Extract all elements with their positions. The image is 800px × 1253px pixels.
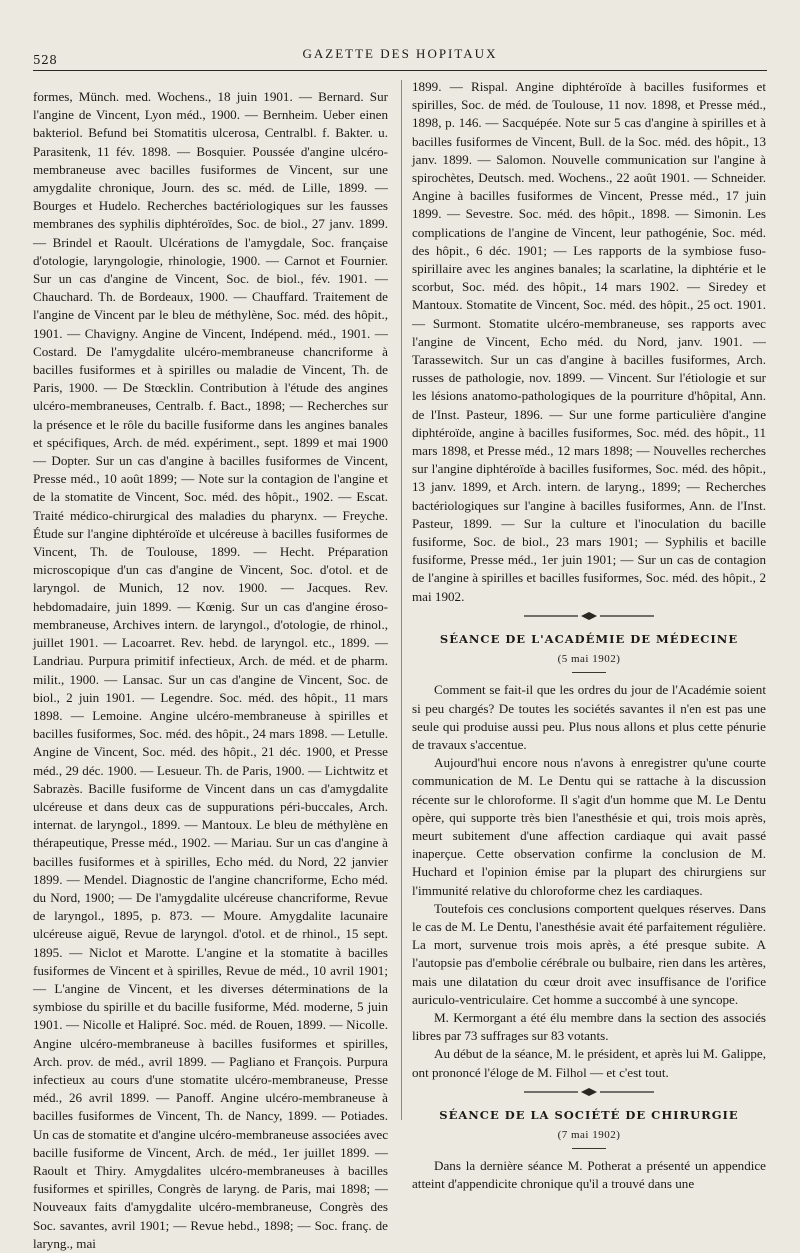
academie-paragraph: Toutefois ces conclusions comportent quelques réserves. Dans le cas de M. Le Dentu, l'anesthésie avait été parfaitement régulière. La mort, survenue trois mois après, a été presque subite. A l'autopsie pas d'embolie cérébrale ou bulbaire, rien dans les artères, mais une dilatation du cœur droit avec insuffisance de l'orifice auriculo-ventriculaire. Cet homme a succombé à une syncope. — [412, 900, 766, 1007]
bibliography-text-continued: 1899. — Rispal. Angine diphtéroïde à bacilles fusiformes et spirilles, Soc. de méd. de Toulouse, 11 nov. 1898, et Presse méd., 1898, p. 146. — Sacquépée. Note sur 5 cas d'angine à spirilles et à bacilles fusiformes de Vincent, Bull. de la Soc. méd. des hôpit., 13 janv. 1899. — Salomon. Nouvelle communication sur l'angine à spirochètes, Deutsch. med. Wochens., 22 août 1901. — Schneider. Angine à bacilles fusiformes de Vincent, Presse méd., 17 juin 1899. — Sevestre. Soc. méd. des hôpit., 1898. — Simonin. Les complications de l'angine de Vincent, leur pathogénie, Soc. méd. des hôpit., 6 déc. 1901; — Les rapports de la symbiose fuso-spirillaire avec les angines banales; la scarlatine, la diphtérie et le scorbut, Soc. méd. des hôpit., 14 mars 1902. — Siredey et Mantoux. Stomatite de Vincent, Soc. méd. des hôpit., 25 oct. 1901. — Surmont. Stomatite ulcéro-membraneuse, ses rapports avec l'angine de Vincent, Echo méd. du Nord, janv. 1901. — Tarassewitch. Sur un cas d'angine à bacilles fusiformes, Arch. russes de pathologie, nov. 1899. — Vincent. Sur l'étiologie et sur les lésions anatomo-pathologiques de la pourriture d'hôpital, Ann. de l'Inst. Pasteur, 1896. — Sur une forme particulière d'angine diphtéroïde, angine à bacilles fusiformes, Soc. méd. des hôpit., 11 mars 1898, et Presse méd., 12 mars 1898; — Nouvelles recherches sur l'angine diphtéroïde à bacilles fusiformes, Soc. méd. des hôpit., 13 janv. 1899, et Arch. intern. de laryng., 1899; — Recherches bactériologiques sur l'angine à bacilles fusiformes, Ann. de l'Inst. Pasteur, 1899. — Sur la culture et l'inoculation du bacille fusiforme, Soc. de biol., 23 mars 1901; — Syphilis et bacille fusiforme, Presse méd., 1er juin 1901; — Sur un cas de contagion de l'angine à spirilles et bacilles fusiformes, Soc. méd. des hôpit., 2 mai 1902. — [412, 79, 766, 604]
academie-paragraph: Au début de la séance, M. le président, et après lui M. Galippe, ont prononcé l'éloge de M. Filhol — et c'est tout. — [412, 1046, 766, 1080]
section-ornament — [524, 1088, 654, 1096]
page-number: 528 — [33, 53, 58, 67]
academie-paragraph: Comment se fait-il que les ordres du jour de l'Académie soient si peu chargés? De toutes les sociétés savantes il n'en est pas une seule qui produise aussi peu. Plus nous allons et plus cette pénurie de travaux s'accentue. — [412, 682, 766, 752]
academie-paragraph: Aujourd'hui encore nous n'avons à enregistrer qu'une courte communication de M. Le Dentu qui se rattache à la discussion récente sur le chloroforme. Il s'agit d'un homme que M. Le Dentu opère, qui supporte très bien l'anesthésie et qui, trois mois après, meurt subitement d'une affection cardiaque qui avait passé inaperçue. Cette observation confirme la conclusion de M. Huchard et l'opinion émise par la plupart des chirurgiens sur l'immunité relative du chloroforme chez les cardiaques. — [412, 755, 766, 898]
left-column — [33, 88, 389, 1251]
bibliography-text: formes, Münch. med. Wochens., 18 juin 1901. — Bernard. Sur l'angine de Vincent, Lyon méd., 1900. — Bernheim. Ueber einen bakteriol. Befund bei Stomatitis ulcerosa, Centralbl. f. Bakter. u. Parasitenk, 11 fév. 1898. — Bosquier. Poussée d'angine ulcéro-membraneuse avec bacilles fusiformes de Vincent, sur une amygdalite chronique, Journ. des sc. méd. de Lille, 1899. — Bourges et Hudelo. Recherches bactériologiques sur les fausses membranes des syphilis diphtéroïdes, Soc. de biol., 27 janv. 1899. — Brindel et Raoult. Ulcérations de l'amygdale, Soc. française d'otologie, laryngologie, rhinologie, 1900. — Carnot et Fournier. Sur un cas d'angine de Vincent, Soc. de biol., fév. 1901. — Chauchard. Th. de Bordeaux, 1900. — Chauffard. Traitement de l'angine de Vincent par le bleu de méthylène, Soc. méd. des hôpit., 1901. — Chavigny. Angine de Vincent, Indépend. méd., 1901. — Costard. De l'amygdalite ulcéro-membraneuse chancriforme à bacilles fusiformes et à spirilles ou maladie de Vincent, Th. de Paris, 1900. — De Stœcklin. Contribution à l'étude des angines ulcéro-membraneuses, Centralb. f. Bact., 1898; — Recherches sur la présence et le rôle du bacille fusiforme dans les angines banales et spécifiques, Arch. de méd. expériment., sept. 1899 et mai 1900 — Dopter. Sur un cas d'angine à bacilles fusiformes de Vincent, Presse méd., 10 août 1899; — Note sur la contagion de l'angine et de la stomatite de Vincent, Soc. méd. des hôpit., 1902. — Escat. Traité médico-chirurgical des maladies du pharynx. — Freyche. Étude sur l'angine diphtéroïde et ulcéreuse à bacilles fusiformes de Vincent, Th. de Toulouse, 1899. — Hecht. Préparation microscopique d'un cas d'angine de Vincent, Soc. d'otol. et de laryngol. de Munich, 12 nov. 1900. — Jacques. Rev. hebdomadaire, juin 1899. — Kœnig. Sur un cas d'angine éroso-membraneuse, Archives intern. de laryngol., d'otologie, de rhinol., juillet 1901. — Lacoarret. Rev. hebd. de laryngol. etc., 1899. — Landriau. Purpura primitif infectieux, Arch. de méd. et de pharm. milit., 1900. — Lansac. Sur un cas d'angine de Vincent, Soc. de biol., 2 juin 1901. — Legendre. Soc. méd. des hôpit., 11 mars 1898. — Lemoine. Angine ulcéro-membraneuse à spirilles et bacilles fusiformes, Soc. méd. des hôpit., 24 mars 1898. — Letulle. Angine de Vincent, Soc. méd. des hôpit., 21 déc. 1900, et Presse méd., 29 déc. 1900. — Lesueur. Th. de Paris, 1900. — Lichtwitz et Sabrazès. Bacille fusiforme de Vincent dans un cas d'amygdalite ulcéreuse et dans deux cas de suppurations péri-buccales, Arch. internat. de laryngol., 1899. — Mantoux. Le bleu de méthylène en thérapeutique, Presse méd., 1902. — Mariau. Sur un cas d'angine à bacilles fusiformes et à spirilles, Echo méd. du Nord, 22 janvier 1899. — Mendel. Diagnostic de l'angine chancriforme, Echo méd. du Nord, 1900; — De l'amygdalite ulcéreuse chancriforme, Revue de laryngol., 1895, p. 873. — Moure. Amygdalite lacunaire ulcéreuse aiguë, Revue de laryngol. d'otol. et de rhinol., 15 sept. 1895. — Niclot et Marotte. L'angine et la stomatite à bacilles fusiformes de Vincent et à spirilles, Revue de méd., 10 avril 1901; — L'angine de Vincent, et les diverses déterminations de la symbiose du spirille et du bacille fusiforme, Méd. moderne, 5 juin 1901. — Nicolle et Halipré. Soc. méd. de Rouen, 1899. — Nicolle. Angine ulcéro-membraneuse à bacilles fusiformes et spirilles, Arch. prov. de méd., avril 1899. — Pagliano et François. Purpura infectieux au cours d'une stomatite ulcéro-membraneuse, Presse méd., 26 avril 1899. — Panoff. Angine ulcéro-membraneuse à bacilles fusiformes de Vincent, Th. de Nancy, 1899. — Potiades. Un cas de stomatite et d'angine ulcéro-membraneuse associées avec bacille fusiforme de Vincent, Arch. de méd., 1er juillet 1899. — Raoult et Thiry. Amygdalites ulcéro-membraneuses à bacilles fusiformes et spirilles, Congrès de laryng. de Paris, mai 1898; — Nouveaux faits d'amygdalite ulcéro-membraneuse, Congrès des Soc. savantes, avril 1901; — Revue hebd., 1898; — Soc. franç. de laryng., mai — [33, 89, 389, 1251]
running-head: GAZETTE DES HOPITAUX — [302, 46, 498, 61]
section-ornament — [524, 612, 654, 620]
header-rule — [33, 70, 767, 71]
academie-paragraph: M. Kermorgant a été élu membre dans la section des associés libres par 73 suffrages sur 83 votants. — [412, 1009, 766, 1044]
chirurgie-section-date: (7 mai 1902) — [557, 1128, 621, 1141]
chirurgie-paragraph: Dans la dernière séance M. Potherat a présenté un appendice atteint d'appendicite chronique qu'il a trouvé dans une — [412, 1158, 766, 1192]
short-rule — [572, 1148, 606, 1149]
column-divider — [401, 80, 402, 1120]
academie-section-date: (5 mai 1902) — [557, 653, 621, 666]
chirurgie-section-title: SÉANCE DE LA SOCIÉTÉ DE CHIRURGIE — [439, 1107, 739, 1122]
academie-section-title: SÉANCE DE L'ACADÉMIE DE MÉDECINE — [439, 631, 739, 646]
short-rule — [572, 672, 606, 673]
right-column — [412, 78, 766, 1192]
